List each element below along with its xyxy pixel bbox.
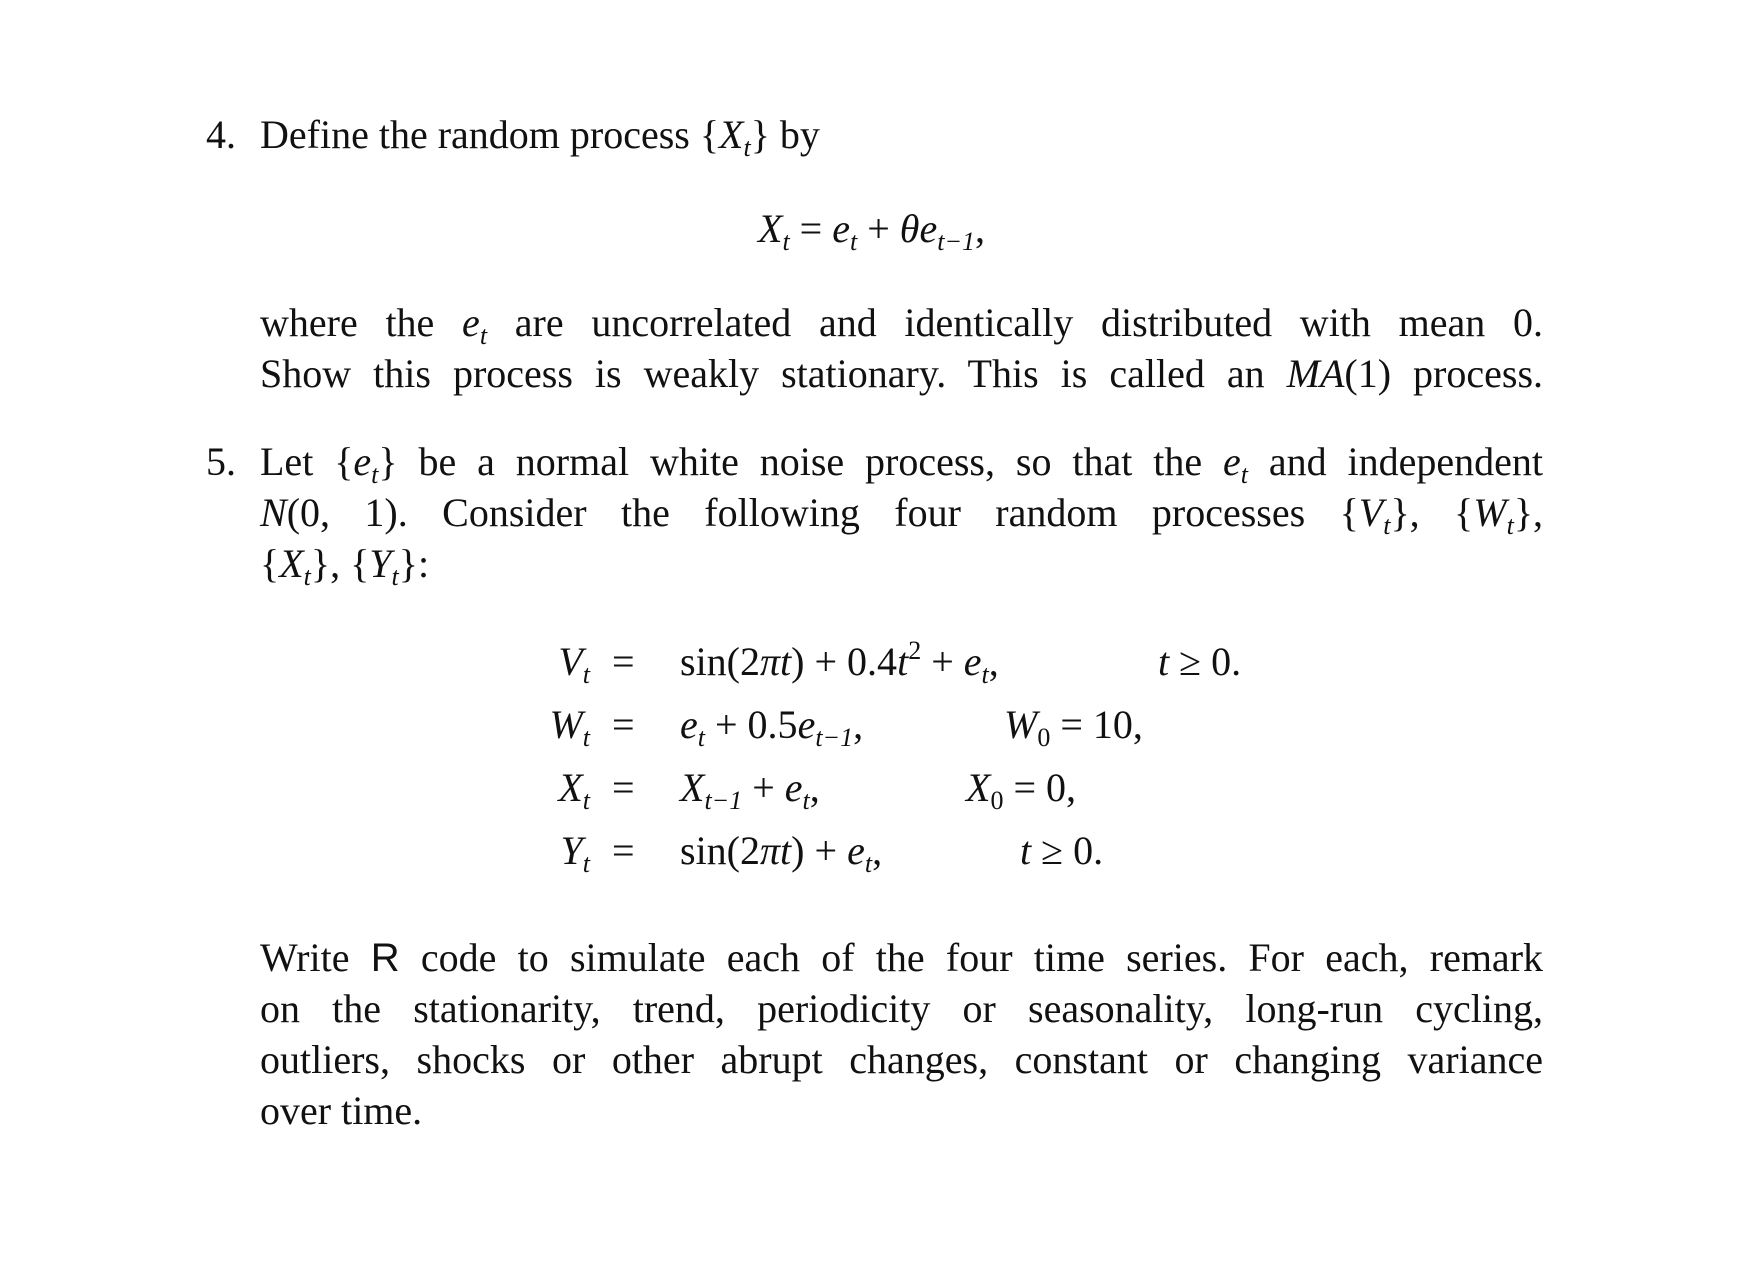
r-language-label: R: [370, 936, 400, 980]
problem-4-line-2: Show this process is weakly stationary. This is called an MA(1) process.: [260, 351, 1544, 396]
problem-5-para-line-2: on the stationarity, trend, periodicity or seasonality, long-run cycling,: [260, 986, 1543, 1031]
problem-5-para-line-1: Write R code to simulate each of the four time series. For each, remark: [260, 935, 1544, 980]
problem-5-line-2: N(0, 1). Consider the following four random processes $\{V_t\}$, $\{W_t\}$,: [260, 490, 1544, 540]
problem-4-number: 4.: [206, 112, 236, 157]
problem-5-para-line-3: outliers, shocks or other abrupt changes, constant or changing variance: [260, 1037, 1543, 1082]
problem-4-intro: Define the random process $\{X_t\}$ by: [260, 112, 820, 162]
problem-4-line-1: where the $e_t$ are uncorrelated and identically distributed with mean 0.: [260, 300, 1543, 350]
problem-5-line-1: Let $\{e_t\}$ be a normal white noise process, so that the $e_t$ and independent: [260, 439, 1544, 489]
ma1-equation: $X_t = e_t + \theta e_{t-1}$,: [758, 206, 985, 256]
problem-5-number: 5.: [206, 439, 236, 484]
problem-5-line-3: $\{X_t\}$, $\{Y_t\}$:: [260, 541, 430, 591]
problem-5-para-line-4: over time.: [260, 1088, 423, 1133]
